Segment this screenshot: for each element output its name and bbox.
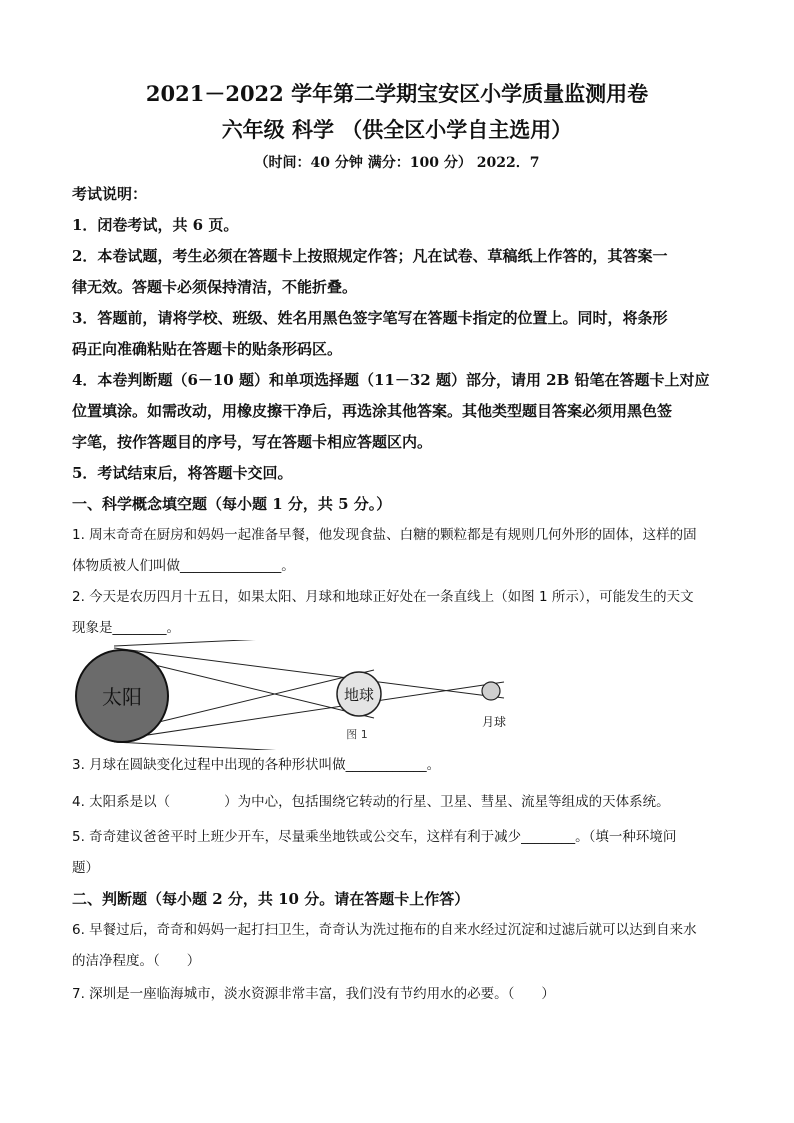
question-5-line2: 题） bbox=[72, 860, 99, 876]
exam-title: 2021－2022 学年第二学期宝安区小学质量监测用卷 bbox=[145, 81, 649, 106]
question-6-line2: 的洁净程度。（ ） bbox=[72, 953, 201, 969]
instruction-line: 4．本卷判断题（6－10 题）和单项选择题（11－32 题）部分，请用 2B 铅笔在答题卡上对应 bbox=[72, 371, 710, 389]
question-4: 4. 太阳系是以（ ）为中心，包括围绕它转动的行星、卫星、彗星、流星等组成的天体系统。 bbox=[72, 794, 670, 810]
section1-heading: 一、科学概念填空题（每小题 1 分，共 5 分。） bbox=[72, 495, 392, 513]
earth-label: 地球 bbox=[343, 686, 375, 704]
instruction-line: 5．考试结束后，将答题卡交回。 bbox=[72, 464, 293, 482]
instruction-line: 位置填涂。如需改动，用橡皮擦干净后，再选涂其他答案。其他类型题目答案必须用黑色签 bbox=[72, 402, 673, 420]
eclipse-diagram bbox=[74, 640, 514, 750]
ray-line bbox=[114, 742, 419, 750]
moon-label: 月球 bbox=[481, 715, 507, 729]
question-1-line2: 体物质被人们叫做_______________。 bbox=[72, 558, 295, 574]
figure-1-sun-earth-moon bbox=[74, 640, 514, 750]
moon-shape bbox=[482, 682, 500, 700]
question-6-line1: 6. 早餐过后，奇奇和妈妈一起打扫卫生，奇奇认为洗过拖布的自来水经过沉淀和过滤后就可以达到自来水 bbox=[72, 922, 697, 938]
instructions-heading: 考试说明： bbox=[72, 185, 148, 203]
question-2-line2: 现象是________。 bbox=[72, 620, 180, 636]
question-5-line1: 5. 奇奇建议爸爸平时上班少开车，尽量乘坐地铁或公交车，这样有利于减少________。（填一种环境问 bbox=[72, 829, 677, 845]
ray-line bbox=[114, 682, 507, 740]
question-7: 7. 深圳是一座临海城市，淡水资源非常丰富，我们没有节约用水的必要。（ ） bbox=[72, 986, 555, 1002]
instruction-line: 1．闭卷考试，共 6 页。 bbox=[72, 216, 239, 234]
question-3: 3. 月球在圆缺变化过程中出现的各种形状叫做____________。 bbox=[72, 757, 441, 773]
figure-caption: 图 1 bbox=[346, 728, 368, 741]
question-2-line1: 2. 今天是农历四月十五日，如果太阳、月球和地球正好处在一条直线上（如图 1 所示），可能发生的天文 bbox=[72, 589, 694, 605]
instruction-line: 码正向准确粘贴在答题卡的贴条形码区。 bbox=[72, 340, 343, 358]
instruction-line: 字笔，按作答题目的序号，写在答题卡相应答题区内。 bbox=[72, 433, 433, 451]
instruction-line: 2．本卷试题，考生必须在答题卡上按照规定作答；凡在试卷、草稿纸上作答的，其答案一 bbox=[72, 247, 668, 265]
instruction-line: 律无效。答题卡必须保持清洁，不能折叠。 bbox=[72, 278, 358, 296]
instruction-line: 3．答题前，请将学校、班级、姓名用黑色签字笔写在答题卡指定的位置上。同时，将条形 bbox=[72, 309, 668, 327]
ray-line bbox=[114, 640, 419, 646]
exam-meta: （时间：40 分钟 满分：100 分） 2022．7 bbox=[254, 155, 540, 171]
sun-label: 太阳 bbox=[102, 685, 142, 709]
question-1-line1: 1. 周末奇奇在厨房和妈妈一起准备早餐，他发现食盐、白糖的颗粒都是有规则几何外形的固体，这样的固 bbox=[72, 527, 697, 543]
section2-heading: 二、判断题（每小题 2 分，共 10 分。请在答题卡上作答） bbox=[72, 890, 470, 908]
exam-subtitle: 六年级 科学 （供全区小学自主选用） bbox=[221, 117, 573, 142]
